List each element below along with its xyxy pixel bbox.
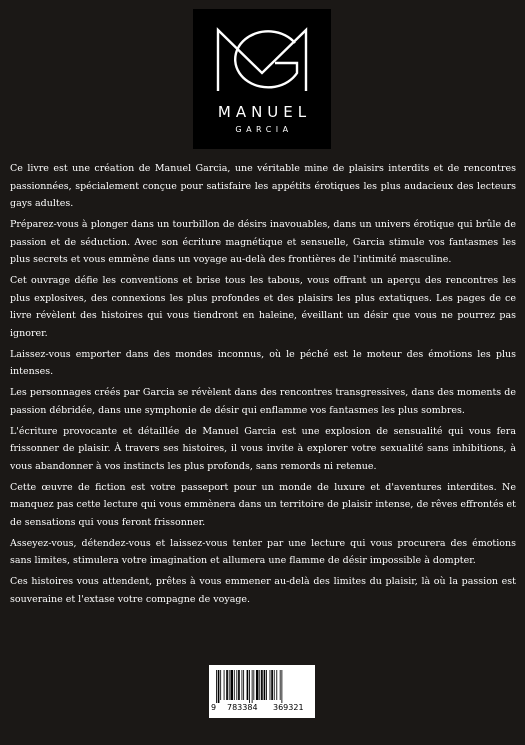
barcode-bar — [230, 670, 233, 700]
blurb-paragraph: Laissez-vous emporter dans des mondes inconnus, où le péché est le moteur des émotions les plus intenses. — [10, 348, 516, 377]
barcode-bars-icon — [216, 670, 310, 703]
barcode-group-1: 783384 — [227, 703, 258, 712]
barcode-bar — [276, 670, 277, 700]
barcode-bar — [253, 670, 254, 700]
blurb-paragraph: L'écriture provocante et détaillée de Manuel Garcia est une explosion de sensualité qui vous fera frissonner de plaisir. À travers ses histoires, il vous invite à explorer votre sexualité sans inhibitions, à vous abandonner à vos instincts les plus profonds, sans remords ni retenue. — [10, 425, 516, 472]
blurb-paragraph: Les personnages créés par Garcia se révèlent dans des rencontres transgressives, dans des moments de passion débridée, dans une symphonie de désir qui enflamme vos fantasmes les plus sombres. — [10, 387, 516, 416]
mg-monogram-icon — [215, 27, 309, 93]
barcode-bar — [236, 670, 237, 700]
barcode-bar — [243, 670, 244, 700]
logo-subtitle: GARCIA — [235, 125, 293, 134]
barcode-bar — [280, 670, 281, 700]
barcode-bar — [238, 670, 240, 700]
barcode-bar — [281, 670, 282, 703]
barcode-bar — [218, 670, 220, 703]
barcode-bar — [247, 670, 249, 700]
barcode-bar — [220, 670, 221, 700]
barcode-bar — [256, 670, 259, 700]
barcode-lead-digit: 9 — [211, 703, 217, 712]
barcode-bar — [249, 670, 250, 703]
author-logo — [193, 9, 331, 149]
isbn-barcode — [209, 665, 315, 718]
barcode-bar — [271, 670, 273, 700]
blurb-paragraph: Asseyez-vous, détendez-vous et laissez-vous tenter par une lecture qui vous procurera des émotions sans limites, stimulera votre imagination et allumera une flamme de désir impossible à dompter. — [10, 537, 516, 566]
blurb-paragraph: Cette œuvre de fiction est votre passeport pour un monde de luxure et d'aventures interdites. Ne manquez pas cette lecture qui vous emmènera dans un territoire de plaisir intense, de rêves effrontés et de sensations qui vous feront frissonner. — [10, 481, 516, 528]
barcode-bar — [274, 670, 275, 700]
blurb-paragraph: Cet ouvrage défie les conventions et brise tous les tabous, vous offrant un aperçu des rencontres les plus explosives, des connexions les plus profondes et des plaisirs les plus extatiques. Les pages de ce livre révèlent des histoires qui vous tiendront en haleine, éveillant un désir que vous ne pourrez pas ignorer. — [10, 275, 516, 339]
blurb-paragraph: Ces histoires vous attendent, prêtes à vous emmener au-delà des limites du plaisir, là où la passion est souveraine et l'extase votre compagne de voyage. — [10, 576, 516, 605]
blurb-paragraph: Préparez-vous à plonger dans un tourbillon de désirs inavouables, dans un univers érotique qui brûle de passion et de séduction. Avec son écriture magnétique et sensuelle, Garcia stimule vos fantasmes les plus secrets et vous emmène dans un voyage au-delà des frontières de l'intimité masculine. — [10, 219, 516, 265]
barcode-bar — [264, 670, 266, 700]
blurb-paragraph: Ce livre est une création de Manuel Garcia, une véritable mine de plaisirs interdits et de rencontres passionnées, spécialement conçue pour satisfaire les appétits érotiques les plus audacieux des lecteurs gays adultes. — [10, 163, 516, 209]
logo-name: MANUEL — [217, 103, 312, 121]
barcode-bar — [261, 670, 263, 700]
barcode-bar — [234, 670, 235, 700]
back-cover-blurb — [10, 160, 516, 612]
barcode-group-2: 369321 — [273, 703, 304, 712]
barcode-bar — [226, 670, 228, 700]
barcode-bar — [252, 670, 253, 703]
barcode-bar — [270, 670, 271, 700]
barcode-bar — [216, 670, 217, 703]
barcode-bar — [242, 670, 243, 700]
barcode-bar — [229, 670, 230, 700]
barcode-bar — [266, 670, 267, 700]
barcode-bar — [259, 670, 260, 700]
barcode-bar — [224, 670, 225, 700]
